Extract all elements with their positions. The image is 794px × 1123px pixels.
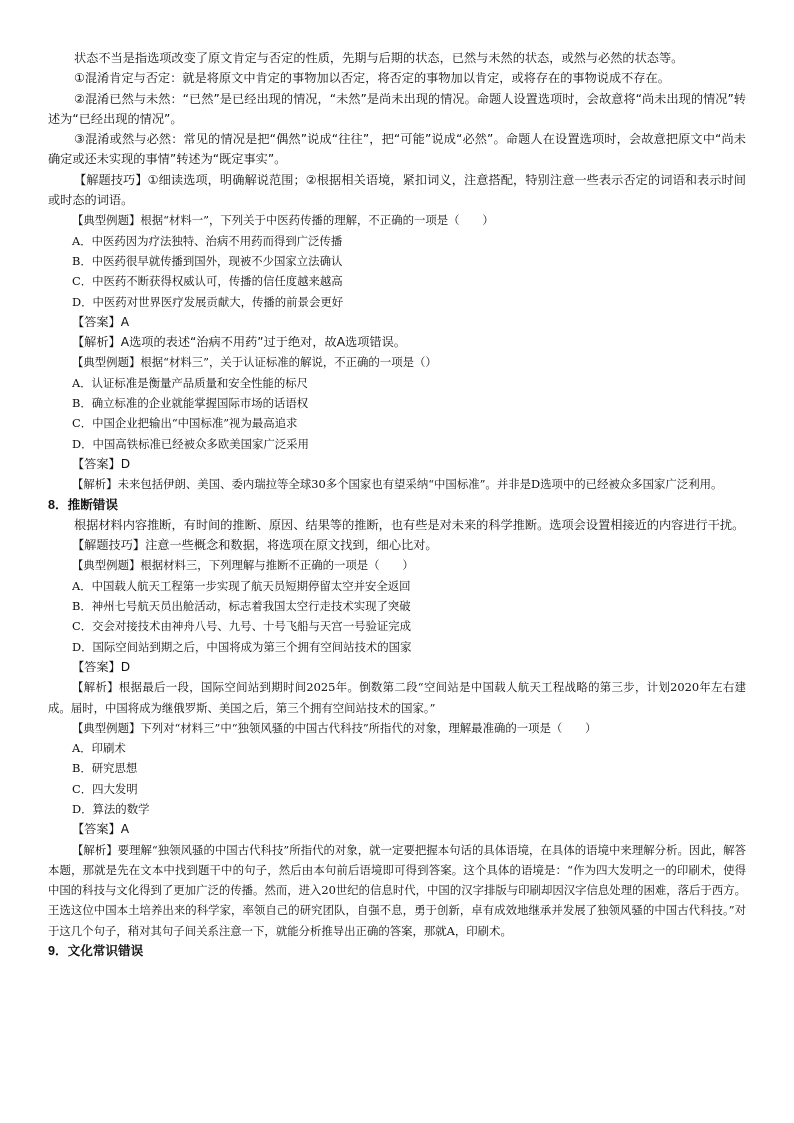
paragraph-technique-1: 【解题技巧】①细读选项，明确解说范围；②根据相关语境，紧扣词义，注意搭配，特别注意一些表示否定的词语和表示时间或时态的词语。 xyxy=(48,172,746,208)
example-question-2: 【典型例题】根据“材料三”，关于认证标准的解说，不正确的一项是（） xyxy=(72,355,437,370)
example-2-option-c: C．中国企业把输出“中国标准”视为最高追求 xyxy=(72,416,298,431)
paragraph-done-undone: ②混淆已然与未然：“已然”是已经出现的情况，“未然”是尚未出现的情况。命题人设置选项时，会故意将“尚未出现的情况”转述为“已经出现的情况”。 xyxy=(48,91,746,126)
paragraph-technique-2: 【解题技巧】注意一些概念和数据，将选项在原文找到，细心比对。 xyxy=(72,538,438,553)
example-2-option-a: A．认证标准是衡量产品质量和安全性能的标尺 xyxy=(72,375,309,390)
example-2-analysis: 【解析】未来包括伊朗、美国、委内瑞拉等全球30多个国家也有望采纳“中国标准”。并非是D选项中的已经被众多国家广泛利用。 xyxy=(72,477,723,492)
paragraph-possible-certain: ③混淆或然与必然：常见的情况是把“偶然”说成“往往”，把“可能”说成“必然”。命题人在设置选项时，会故意把原文中“尚未确定或还未实现的事情”转述为“既定事实”。 xyxy=(48,132,746,167)
paragraph-inference-intro: 根据材料内容推断，有时间的推断、原因、结果等的推断，也有些是对未来的科学推断。选项会设置相接近的内容进行干扰。 xyxy=(74,517,745,532)
example-3-option-d: D．国际空间站到期之后，中国将成为第三个拥有空间站技术的国家 xyxy=(72,639,412,654)
example-question-1: 【典型例题】根据“材料一”，下列关于中医药传播的理解，不正确的一项是（ ） xyxy=(72,213,494,228)
example-4-option-b: B．研究思想 xyxy=(72,761,138,776)
example-1-option-a: A．中医药因为疗法独特、治病不用药而得到广泛传播 xyxy=(72,233,343,248)
section-heading-8: 8．推断错误 xyxy=(48,497,118,512)
example-3-option-b: B．神州七号航天员出舱活动，标志着我国太空行走技术实现了突破 xyxy=(72,599,411,614)
example-4-option-d: D．算法的数学 xyxy=(72,801,150,816)
example-1-option-c: C．中医药不断获得权威认可，传播的信任度越来越高 xyxy=(72,274,343,289)
example-1-option-d: D．中医药对世界医疗发展贡献大，传播的前景会更好 xyxy=(72,294,344,309)
example-1-analysis: 【解析】A选项的表述“治病不用药”过于绝对，故A选项错误。 xyxy=(72,335,406,350)
example-3-option-c: C．交会对接技术由神舟八号、九号、十号飞船与天宫一号验证完成 xyxy=(72,619,412,634)
example-2-answer: 【答案】D xyxy=(72,456,131,471)
example-3-option-a: A．中国载人航天工程第一步实现了航天员短期停留太空并安全返回 xyxy=(72,578,411,593)
example-4-option-c: C．四大发明 xyxy=(72,781,138,796)
example-1-answer: 【答案】A xyxy=(72,314,130,329)
example-question-4: 【典型例题】下列对“材料三”中“独领风骚的中国古代科技”所指代的对象，理解最准确的一项是（ ） xyxy=(72,720,597,735)
example-2-option-b: B．确立标准的企业就能掌握国际市场的话语权 xyxy=(72,396,309,411)
example-4-analysis: 【解析】要理解“独领风骚的中国古代科技”所指代的对象，就一定要把握本句话的具体语境，在具体的语境中来理解分析。因此，解答本题，那就是先在文本中找到题干中的句子，然后由本句前后语境即可得到答案。这个具体的语境是：“作为四大发明之一的印刷术，使得中国的科技与文化得到了更加广泛的传播。然而，进入20世纪的信息时代，中国的汉字排版与印刷却因汉字信息处理的困难，落后于西方。王选这位中国本土培养出来的科学家，率领自己的研究团队，自强不息，勇于创新，卓有成效地继承并发展了独领风骚的中国古代科技。”对于这几个句子，稍对其句子间关系注意一下，就能分析推导出正确的答案，那就A，印刷术。 xyxy=(48,842,746,938)
paragraph-state-definition: 状态不当是指选项改变了原文肯定与否定的性质，先期与后期的状态，已然与未然的状态，或然与必然的状态等。 xyxy=(74,51,684,65)
example-4-option-a: A．印刷术 xyxy=(72,741,126,756)
paragraph-affirm-negate: ①混淆肯定与否定：就是将原文中肯定的事物加以否定，将否定的事物加以肯定，或将存在的事物说成不存在。 xyxy=(74,71,670,86)
example-4-answer: 【答案】A xyxy=(72,822,130,837)
example-1-option-b: B．中医药很早就传播到国外，现被不少国家立法确认 xyxy=(72,253,343,268)
example-question-3: 【典型例题】根据材料三，下列理解与推断不正确的一项是（ ） xyxy=(72,558,414,573)
example-3-answer: 【答案】D xyxy=(72,659,131,674)
example-3-analysis: 【解析】根据最后一段，国际空间站到期时间2025年。倒数第二段“空间站是中国载人航天工程战略的第三步，计划2020年左右建成。届时，中国将成为继俄罗斯、美国之后，第三个拥有空间站技术的国家。” xyxy=(48,680,746,715)
section-heading-9: 9．文化常识错误 xyxy=(48,944,144,959)
example-2-option-d: D．中国高铁标准已经被众多欧美国家广泛采用 xyxy=(72,436,309,451)
